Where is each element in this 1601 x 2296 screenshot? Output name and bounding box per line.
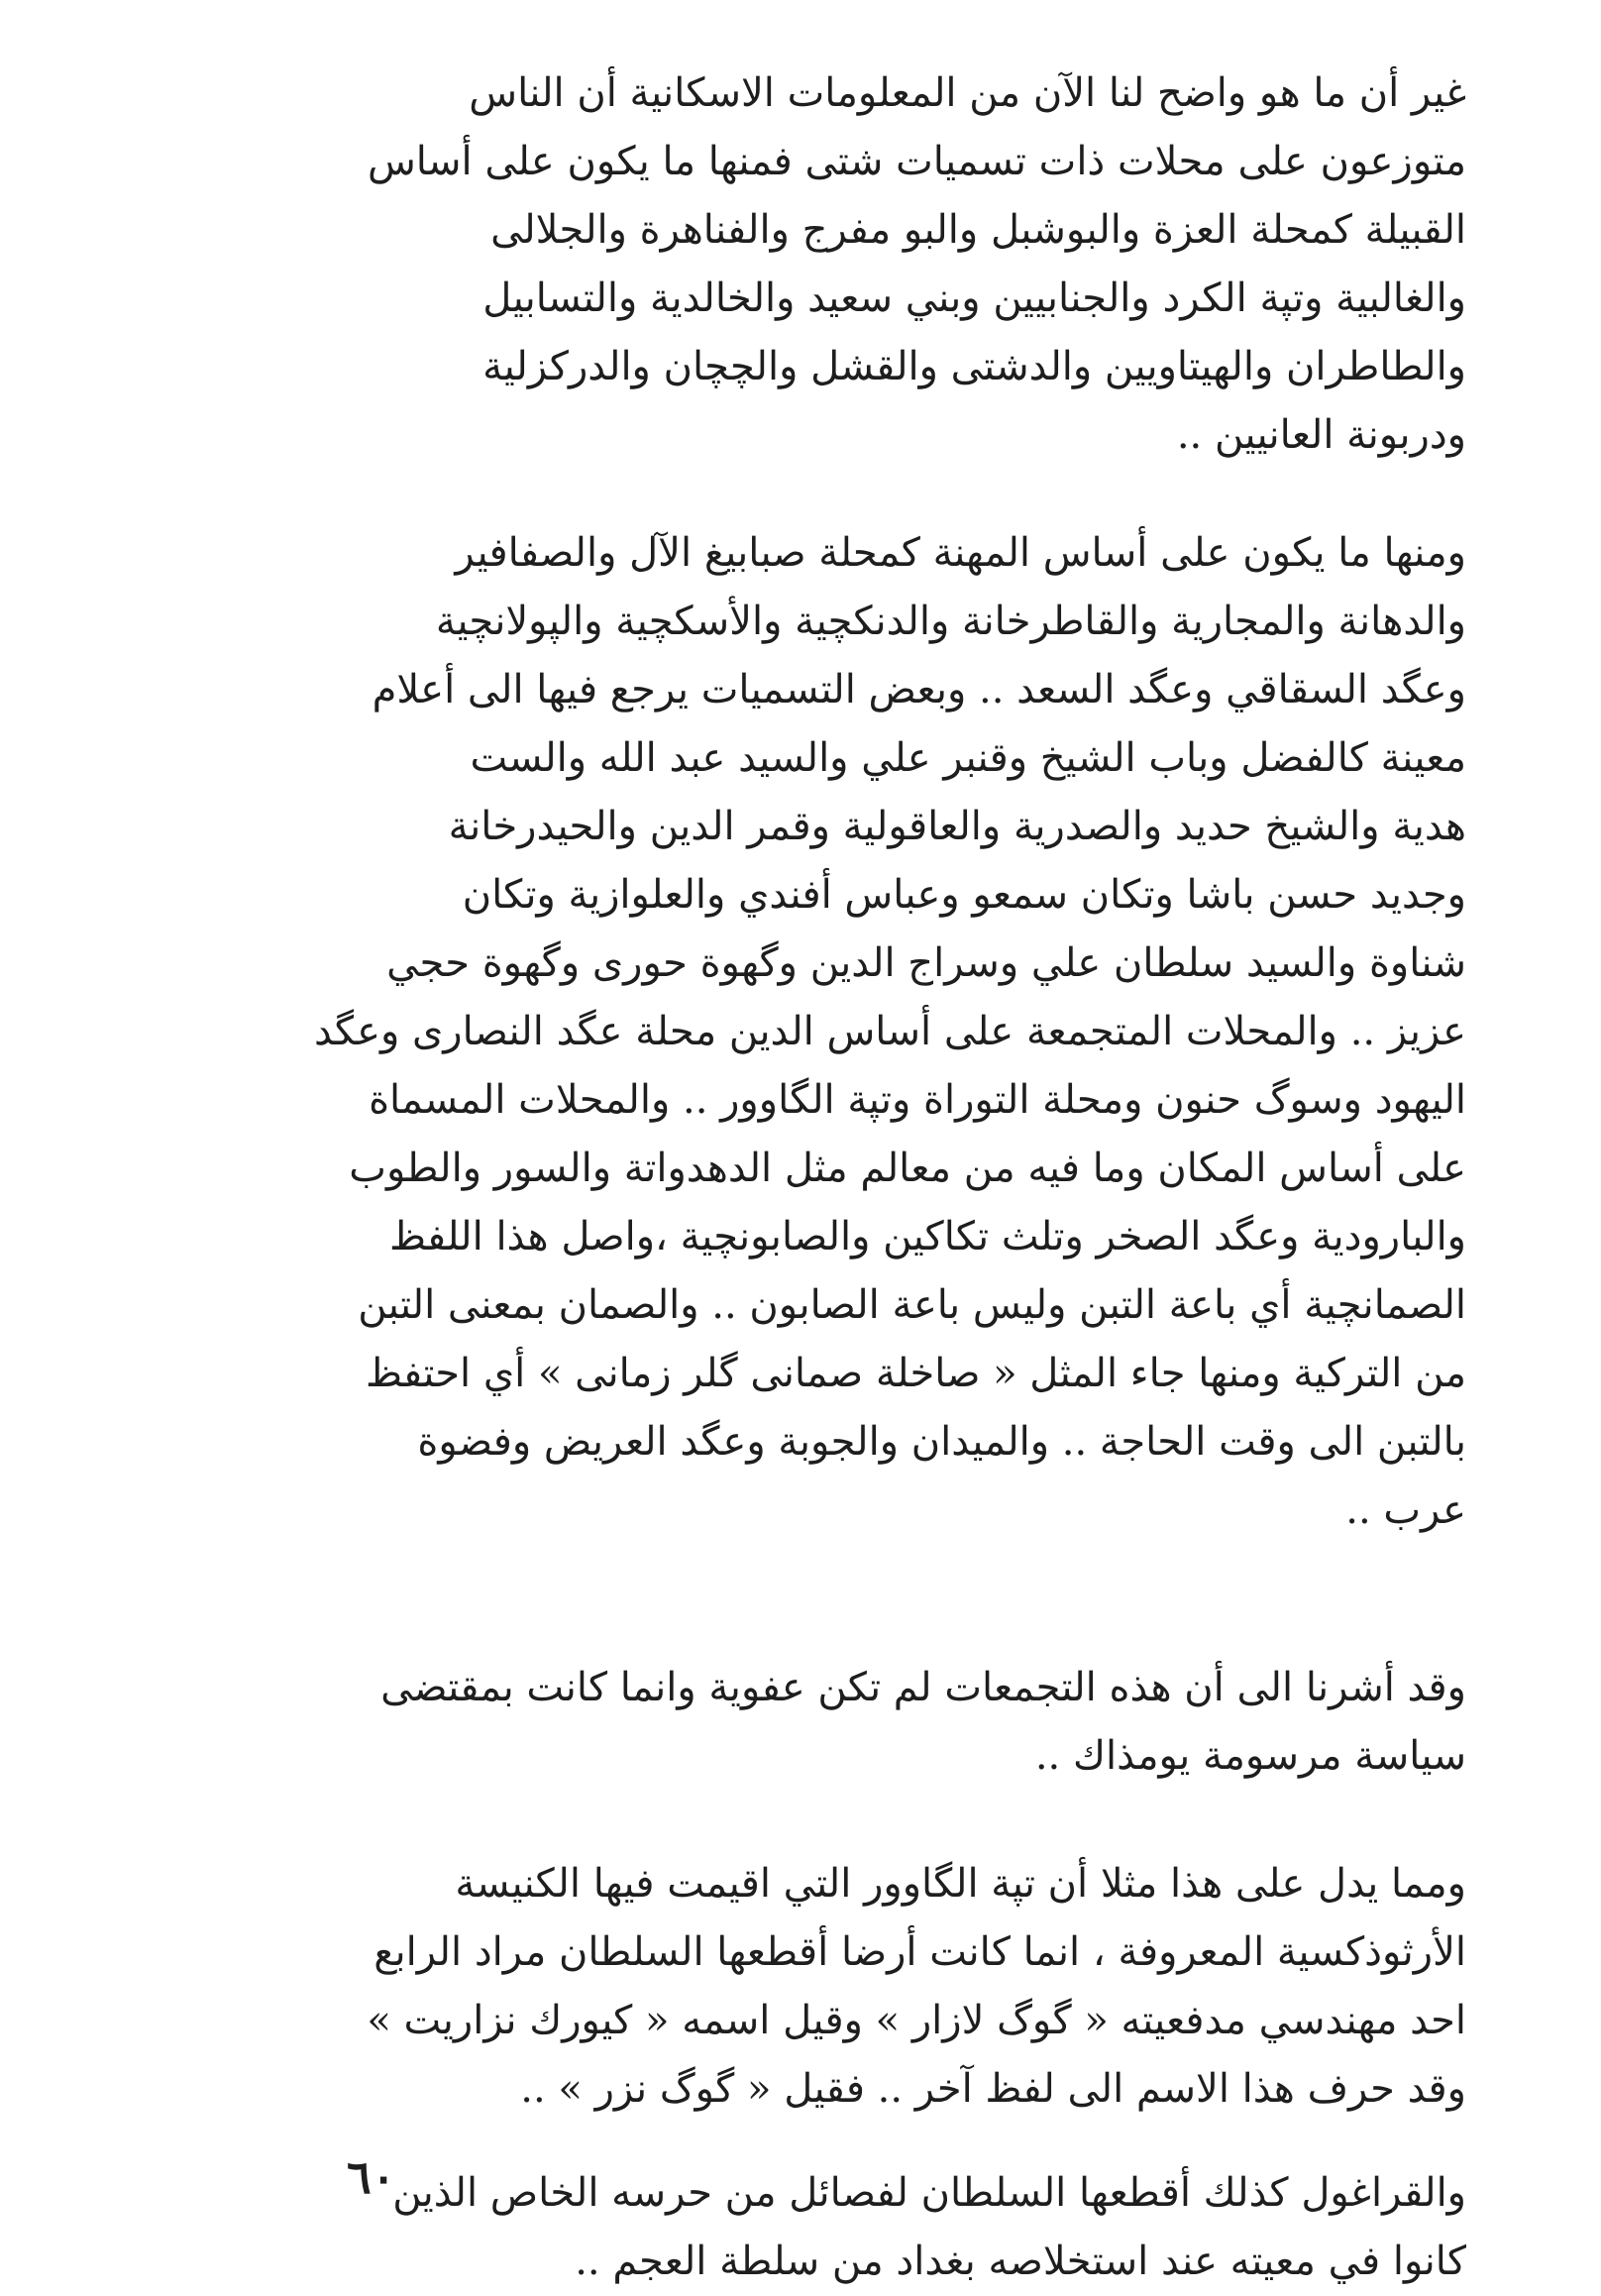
text-line: القبيلة كمحلة العزة والبوشبل والبو مفرج والفناهرة والجلالى [490,207,1466,253]
text-line: سياسة مرسومة يومذاك .. [1034,1733,1466,1779]
text-line: والبارودية وعگد الصخر وتلث تكاكين والصابونچية ،واصل هذا اللفظ [388,1214,1466,1259]
text-line: وعگد السقاقي وعگد السعد .. وبعض التسميات يرجع فيها الى أعلام [372,667,1466,712]
text-line: ومما يدل على هذا مثلا أن تپة الگاوور التي اقيمت فيها الكنيسة [455,1861,1466,1907]
paragraph-4 [149,1850,1466,2124]
text-line: شناوة والسيد سلطان علي وسراج الدين وگهوة حورى وگهوة حجي [386,940,1466,986]
paragraph-3 [149,1654,1466,1791]
text-line: معينة كالفضل وباب الشيخ وقنبر علي والسيد عبد الله والست [470,735,1466,781]
text-line: والطاطران والهيتاويين والدشتى والقشل والچچان والدركزلية [482,344,1466,389]
paragraph-2 [149,519,1466,1545]
text-line: وقد أشرنا الى أن هذه التجمعات لم تكن عفوية وانما كانت بمقتضى [380,1665,1466,1710]
text-line: والغالبية وتپة الكرد والجنابيين وبني سعيد والخالدية والتسابيل [482,275,1466,321]
text-line: ودربونة العانيين .. [1176,412,1466,458]
text-line: غير أن ما هو واضح لنا الآن من المعلومات الاسكانية أن الناس [469,70,1466,116]
text-line: الصمانچية أي باعة التبن وليس باعة الصابون .. والصمان بمعنى التبن [358,1282,1466,1328]
text-line: على أساس المكان وما فيه من معالم مثل الدهدواتة والسور والطوب [349,1146,1466,1191]
text-line: عرب .. [1345,1487,1466,1533]
text-line: احد مهندسي مدفعيته « گوگ لازار » وقيل اسمه « كيورك نزاريت » [367,1998,1466,2043]
text-line: بالتبن الى وقت الحاجة .. والميدان والجوبة وعگد العريض وفضوة [417,1419,1466,1465]
page-number: ٦٠ [347,2150,396,2204]
text-line: من التركية ومنها جاء المثل « صاخلة صمانى گلر زمانى » أي احتفظ [366,1351,1466,1396]
paragraph-1 [149,59,1466,470]
text-line: والدهانة والمجارية والقاطرخانة والدنكچية والأسكچية والپولانچية [435,599,1466,644]
text-line: متوزعون على محلات ذات تسميات شتى فمنها ما يكون على أساس [367,139,1466,184]
text-line: وقد حرف هذا الاسم الى لفظ آخر .. فقيل « گوگ نزر » .. [520,2066,1466,2112]
text-line: اليهود وسوگ حنون ومحلة التوراة وتپة الگاوور .. والمحلات المسماة [369,1077,1466,1123]
text-line: الأرثوذكسية المعروفة ، انما كانت أرضا أقطعها السلطان مراد الرابع [374,1929,1466,1975]
text-line: ومنها ما يكون على أساس المهنة كمحلة صبابيغ الآل والصفافير [455,530,1466,576]
text-line: عزيز .. والمحلات المتجمعة على أساس الدين محلة عگد النصارى وعگد [314,1009,1466,1054]
text-line: هدية والشيخ حديد والصدرية والعاقولية وقمر الدين والحيدرخانة [448,804,1466,849]
text-line: كانوا في معيته عند استخلاصه بغداد من سلطة العجم .. [575,2239,1466,2284]
text-line: وجديد حسن باشا وتكان سمعو وعباس أفندي والعلوازية وتكان [462,872,1466,918]
page-body [149,59,1466,2296]
text-line: والقراغول كذلك أقطعها السلطان لفصائل من حرسه الخاص الذين [392,2170,1466,2216]
